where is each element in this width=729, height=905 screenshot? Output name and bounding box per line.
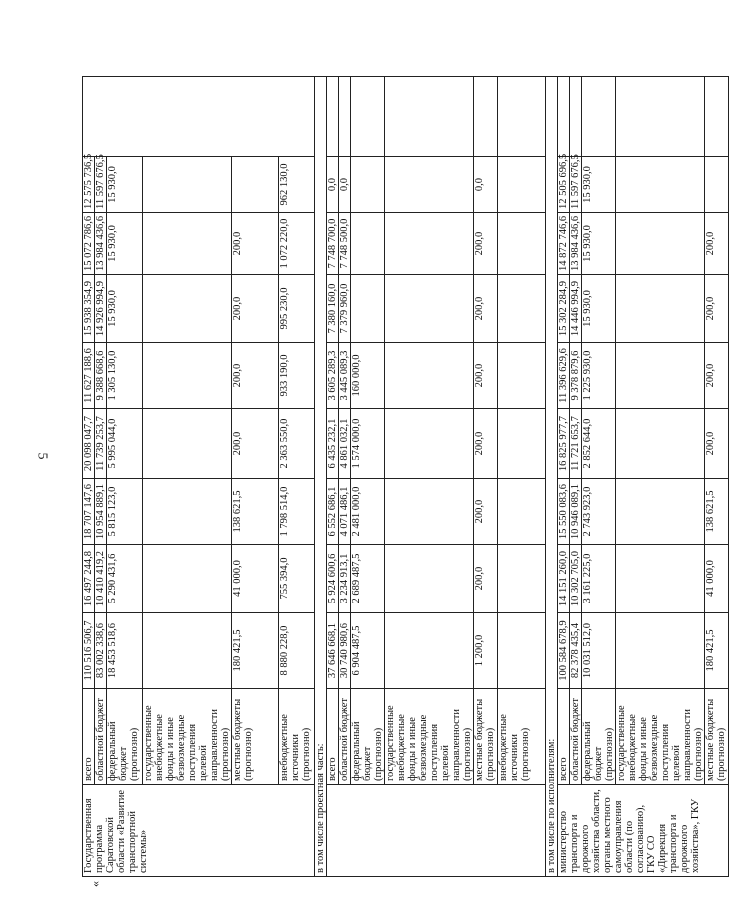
table-row	[279, 77, 315, 877]
row-label: всего	[558, 689, 570, 785]
table-row	[327, 77, 339, 877]
blank-column	[83, 77, 315, 157]
value-cell: 10 410 419,2	[95, 545, 107, 613]
value-cell: 200,0	[232, 275, 279, 343]
value-cell	[143, 479, 232, 545]
table-row	[474, 77, 498, 877]
value-cell	[616, 275, 705, 343]
value-cell: 5 290 431,6	[107, 545, 143, 613]
value-cell: 11 597 676,5	[95, 157, 107, 213]
value-cell	[616, 343, 705, 409]
value-cell: 1 798 514,0	[279, 479, 315, 545]
value-cell	[498, 343, 546, 409]
row-label: областной бюджет	[570, 689, 582, 785]
table-row	[95, 77, 107, 877]
value-cell: 200,0	[474, 545, 498, 613]
row-label: всего	[83, 689, 95, 785]
value-cell: 7 748 500,0	[339, 213, 351, 275]
row-label: местные бюджеты (прогнозно)	[232, 689, 279, 785]
value-cell: 5 995 044,0	[107, 409, 143, 479]
row-label: федеральный бюджет (прогнозно)	[351, 689, 385, 785]
value-cell: 13 984 436,6	[95, 213, 107, 275]
value-cell	[498, 409, 546, 479]
value-cell: 0,0	[474, 157, 498, 213]
value-cell: 15 930,0	[107, 157, 143, 213]
value-cell: 200,0	[705, 213, 729, 275]
table-row	[616, 77, 705, 877]
value-cell: 962 130,0	[279, 157, 315, 213]
value-cell	[385, 479, 474, 545]
row-label: областной бюджет	[95, 689, 107, 785]
value-cell: 15 302 284,9	[558, 275, 570, 343]
value-cell: 12 575 736,5	[83, 157, 95, 213]
value-cell: 2 852 644,0	[582, 409, 616, 479]
row-label: внебюджетные источники (прогнозно)	[498, 689, 546, 785]
value-cell	[351, 157, 385, 213]
table-row	[351, 77, 385, 877]
table-row	[705, 77, 729, 877]
value-cell: 200,0	[474, 343, 498, 409]
blank-column	[582, 77, 616, 157]
value-cell	[351, 213, 385, 275]
value-cell	[498, 275, 546, 343]
table-row	[83, 77, 95, 877]
value-cell	[143, 275, 232, 343]
value-cell: 6 552 686,1	[327, 479, 339, 545]
value-cell	[498, 213, 546, 275]
value-cell	[498, 545, 546, 613]
blank-column	[558, 77, 570, 157]
blank-column	[616, 77, 705, 157]
value-cell: 14 926 994,9	[95, 275, 107, 343]
value-cell	[385, 343, 474, 409]
value-cell: 5 815 123,0	[107, 479, 143, 545]
table-row	[143, 77, 232, 877]
row-label: всего	[327, 689, 339, 785]
value-cell: 933 190,0	[279, 343, 315, 409]
value-cell: 1 072 220,0	[279, 213, 315, 275]
value-cell: 200,0	[705, 343, 729, 409]
value-cell	[143, 545, 232, 613]
value-cell: 200,0	[705, 409, 729, 479]
value-cell: 13 984 436,6	[570, 213, 582, 275]
blank-column	[474, 77, 498, 157]
table-row	[582, 77, 616, 877]
value-cell	[143, 157, 232, 213]
value-cell: 7 379 960,0	[339, 275, 351, 343]
blank-cell	[327, 785, 546, 877]
value-cell: 200,0	[474, 275, 498, 343]
value-cell: 2 363 550,0	[279, 409, 315, 479]
value-cell: 10 302 705,0	[570, 545, 582, 613]
value-cell	[705, 157, 729, 213]
value-cell: 3 445 089,3	[339, 343, 351, 409]
value-cell	[143, 213, 232, 275]
table-row	[570, 77, 582, 877]
value-cell	[616, 479, 705, 545]
table-row	[558, 77, 570, 877]
blank-column	[339, 77, 351, 157]
blank-column	[498, 77, 546, 157]
value-cell: 4 861 032,1	[339, 409, 351, 479]
value-cell: 14 872 746,6	[558, 213, 570, 275]
row-label: областной бюджет	[339, 689, 351, 785]
value-cell: 16 825 977,7	[558, 409, 570, 479]
value-cell	[616, 545, 705, 613]
value-cell	[616, 157, 705, 213]
value-cell: 82 378 435,4	[570, 613, 582, 689]
value-cell: 6 435 232,1	[327, 409, 339, 479]
value-cell: 8 880 228,0	[279, 613, 315, 689]
value-cell: 0,0	[327, 157, 339, 213]
row-label: государственные внебюджетные фонды и иные безвозмездные поступления целевой направленности (прогнозно)	[385, 689, 474, 785]
value-cell	[351, 275, 385, 343]
value-cell: 138 621,5	[705, 479, 729, 545]
value-cell	[616, 613, 705, 689]
value-cell: 16 497 244,8	[83, 545, 95, 613]
subheader-row	[546, 77, 558, 877]
value-cell: 9 378 879,6	[570, 343, 582, 409]
subheader-project: в том числе проектная часть:	[315, 77, 327, 877]
value-cell: 2 743 923,0	[582, 479, 616, 545]
value-cell: 200,0	[232, 409, 279, 479]
value-cell	[232, 157, 279, 213]
value-cell	[385, 275, 474, 343]
value-cell: 11 597 676,5	[570, 157, 582, 213]
value-cell: 1 200,0	[474, 613, 498, 689]
value-cell: 110 516 506,7	[83, 613, 95, 689]
value-cell	[143, 343, 232, 409]
row-label: местные бюджеты (прогнозно)	[474, 689, 498, 785]
value-cell	[616, 409, 705, 479]
value-cell: 15 930,0	[107, 275, 143, 343]
value-cell: 10 031 512,0	[582, 613, 616, 689]
row-label: внебюджетные источники (прогнозно)	[279, 689, 315, 785]
value-cell: 200,0	[474, 409, 498, 479]
value-cell: 41 000,0	[705, 545, 729, 613]
value-cell: 138 621,5	[232, 479, 279, 545]
value-cell	[385, 213, 474, 275]
value-cell: 11 627 188,6	[83, 343, 95, 409]
value-cell: 10 946 089,1	[570, 479, 582, 545]
value-cell: 100 584 678,9	[558, 613, 570, 689]
value-cell: 15 938 354,9	[83, 275, 95, 343]
row-label: федеральный бюджет (прогнозно)	[107, 689, 143, 785]
value-cell: 200,0	[232, 343, 279, 409]
value-cell: 1 225 930,0	[582, 343, 616, 409]
value-cell: 83 002 338,6	[95, 613, 107, 689]
value-cell: 15 930,0	[107, 213, 143, 275]
value-cell: 15 930,0	[582, 213, 616, 275]
row-label: федеральный бюджет (прогнозно)	[582, 689, 616, 785]
table-row	[498, 77, 546, 877]
blank-column	[327, 77, 339, 157]
rotated-table-sheet	[82, 77, 727, 887]
value-cell: 200,0	[474, 479, 498, 545]
value-cell	[498, 157, 546, 213]
value-cell: 180 421,5	[705, 613, 729, 689]
value-cell: 755 394,0	[279, 545, 315, 613]
funding-table	[82, 76, 729, 877]
value-cell: 6 904 487,5	[351, 613, 385, 689]
value-cell	[143, 409, 232, 479]
value-cell	[385, 409, 474, 479]
table-row	[385, 77, 474, 877]
value-cell: 10 954 889,1	[95, 479, 107, 545]
value-cell: 14 151 260,0	[558, 545, 570, 613]
value-cell	[385, 157, 474, 213]
value-cell: 3 234 913,1	[339, 545, 351, 613]
value-cell	[616, 213, 705, 275]
value-cell: 15 930,0	[582, 157, 616, 213]
value-cell: 4 071 486,1	[339, 479, 351, 545]
value-cell: 14 446 994,9	[570, 275, 582, 343]
program-name: Государственная программа Саратовской области «Развитие транспортной системы»	[83, 785, 315, 877]
executor-name: министерство транспорта и дорожного хозяйства области, органы местного самоуправления области (по согласованию), ГКУ СО «Дирекция транспорта и дорожного хозяйства», ГКУ	[558, 785, 729, 877]
value-cell: 7 380 160,0	[327, 275, 339, 343]
value-cell: 995 230,0	[279, 275, 315, 343]
value-cell: 11 739 253,7	[95, 409, 107, 479]
table-row	[107, 77, 143, 877]
blank-column	[570, 77, 582, 157]
value-cell: 30 740 980,6	[339, 613, 351, 689]
value-cell: 41 000,0	[232, 545, 279, 613]
value-cell: 11 396 629,6	[558, 343, 570, 409]
value-cell: 9 388 668,6	[95, 343, 107, 409]
value-cell: 3 161 225,0	[582, 545, 616, 613]
table-row	[339, 77, 351, 877]
value-cell: 15 550 083,6	[558, 479, 570, 545]
value-cell: 3 605 289,3	[327, 343, 339, 409]
value-cell: 15 072 786,6	[83, 213, 95, 275]
value-cell: 180 421,5	[232, 613, 279, 689]
opening-quote: «	[88, 881, 102, 887]
subheader-row	[315, 77, 327, 877]
value-cell: 15 930,0	[582, 275, 616, 343]
value-cell: 200,0	[705, 275, 729, 343]
value-cell: 18 453 518,6	[107, 613, 143, 689]
row-label: местные бюджеты (прогнозно)	[705, 689, 729, 785]
value-cell	[498, 479, 546, 545]
row-label: государственные внебюджетные фонды и иные безвозмездные поступления целевой направленности (прогнозно)	[616, 689, 705, 785]
value-cell	[385, 545, 474, 613]
table-row	[232, 77, 279, 877]
value-cell: 20 098 047,7	[83, 409, 95, 479]
row-label: государственные внебюджетные фонды и иные безвозмездные поступления целевой направленности (прогнозно)	[143, 689, 232, 785]
value-cell	[143, 613, 232, 689]
subheader-executors: в том числе по исполнителям:	[546, 77, 558, 877]
blank-column	[705, 77, 729, 157]
blank-column	[385, 77, 474, 157]
value-cell: 0,0	[339, 157, 351, 213]
value-cell: 7 748 700,0	[327, 213, 339, 275]
value-cell: 200,0	[474, 213, 498, 275]
value-cell: 2 689 487,5	[351, 545, 385, 613]
value-cell: 12 505 696,5	[558, 157, 570, 213]
value-cell: 2 481 000,0	[351, 479, 385, 545]
value-cell: 18 707 147,6	[83, 479, 95, 545]
blank-column	[351, 77, 385, 157]
value-cell: 1 574 000,0	[351, 409, 385, 479]
value-cell: 37 646 668,1	[327, 613, 339, 689]
value-cell: 5 924 600,6	[327, 545, 339, 613]
value-cell: 200,0	[232, 213, 279, 275]
value-cell: 11 721 653,7	[570, 409, 582, 479]
value-cell: 160 000,0	[351, 343, 385, 409]
page-number: 5	[34, 452, 50, 460]
value-cell	[385, 613, 474, 689]
value-cell	[498, 613, 546, 689]
value-cell: 1 305 130,0	[107, 343, 143, 409]
